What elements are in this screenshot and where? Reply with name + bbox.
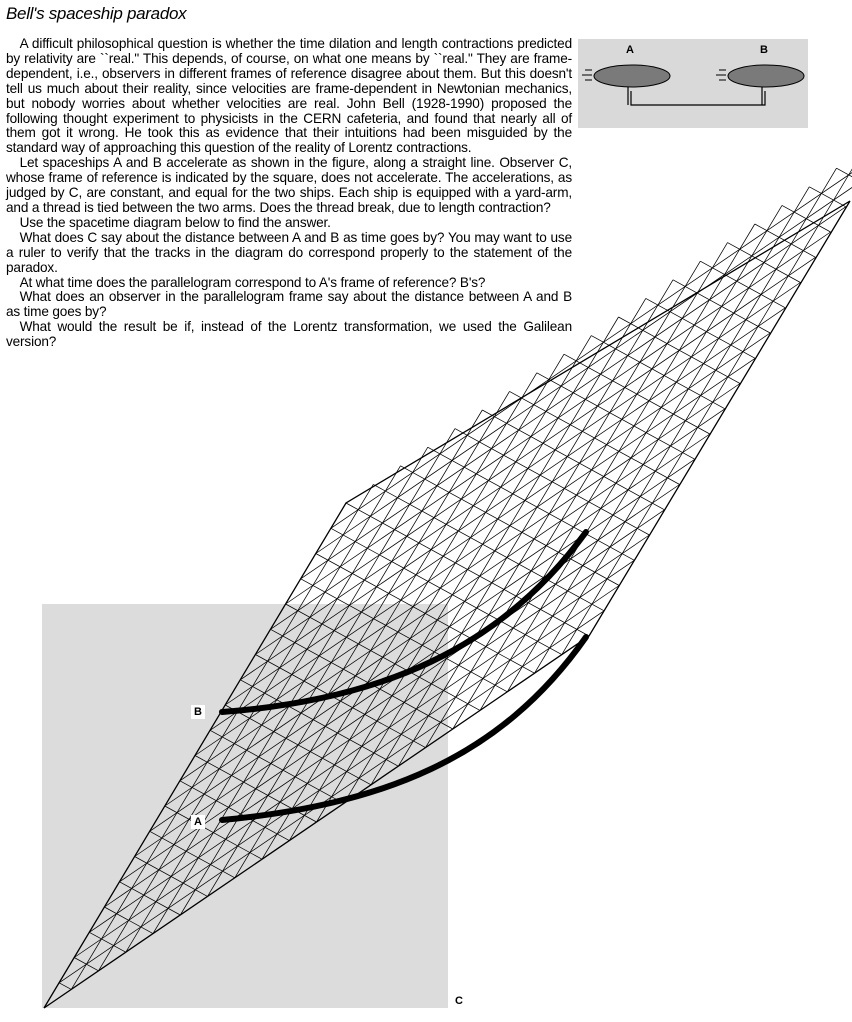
ship-a-label: A [626, 44, 634, 56]
grid-diagonal [455, 429, 649, 535]
paragraph: What does C say about the distance between A and B as time goes by? You may want to use a ruler to verify that the tracks in the diagram do correspond properly to the statement of the paradox. [6, 229, 572, 275]
paragraph: A difficult philosophical question is whether the time dilation and length contractions predicted by relativity are ``real." This depends, of course, on what one means by ``real." They are frame-dependent, i.e., observers in different frames of reference disagree about them. But this doesn't tell us much about their reality, since velocities are frame-dependent in Newtonian mechanics, but nobody worries about whether velocities are real. John Bell (1928-1990) proposed the following thought experiment to physicists in the CERN cafeteria, and found that nearly all of them got it wrong. He took this as evidence that their intuitions had been misguided by the standard way of approaching this question of the reality of Lorentz contractions. [6, 36, 572, 156]
paragraph: Use the spacetime diagram below to find the answer. [19, 214, 331, 230]
paragraph: At what time does the parallelogram correspond to A's frame of reference? B's? [19, 274, 486, 290]
grid-diagonal [591, 336, 725, 409]
grid-diagonal [373, 484, 604, 610]
grid-diagonal [510, 391, 680, 484]
grid-diagonal [564, 354, 710, 434]
grid-diagonal [646, 298, 755, 358]
paragraph: What does an observer in the parallelogram frame say about the distance between A and B as time goes by? [6, 289, 572, 320]
grid-line [331, 156, 852, 528]
ship-b-label: B [760, 44, 768, 56]
grid-diagonal [482, 410, 664, 510]
grid-diagonal [673, 280, 770, 333]
worldline-b-label: B [191, 705, 205, 719]
paragraph: What would the result be if, instead of the Lorentz transformation, we used the Galilean version? [6, 319, 572, 350]
grid-diagonal [837, 168, 852, 181]
observer-c-frame [42, 604, 448, 1008]
grid-diagonal [728, 243, 801, 283]
grid-diagonal [700, 261, 785, 308]
grid-diagonal [619, 317, 741, 384]
page-title: Bell's spaceship paradox [6, 4, 187, 23]
observer-c-label: C [455, 995, 463, 1007]
grid-diagonal [401, 466, 620, 586]
grid-diagonal [782, 205, 831, 232]
worldline-a-label: A [191, 815, 205, 829]
grid-line [316, 182, 852, 554]
paragraph: Let spaceships A and B accelerate as shown in the figure, along a straight line. Observer C, whose frame of reference is indicated by the square, does not accelerate. The accelerations, as judged by C, are constant, and equal for the two ships. Each ship is equipped with a yard-arm, and a thread is tied between the two arms. Does the thread break, due to length contraction? [6, 155, 572, 215]
